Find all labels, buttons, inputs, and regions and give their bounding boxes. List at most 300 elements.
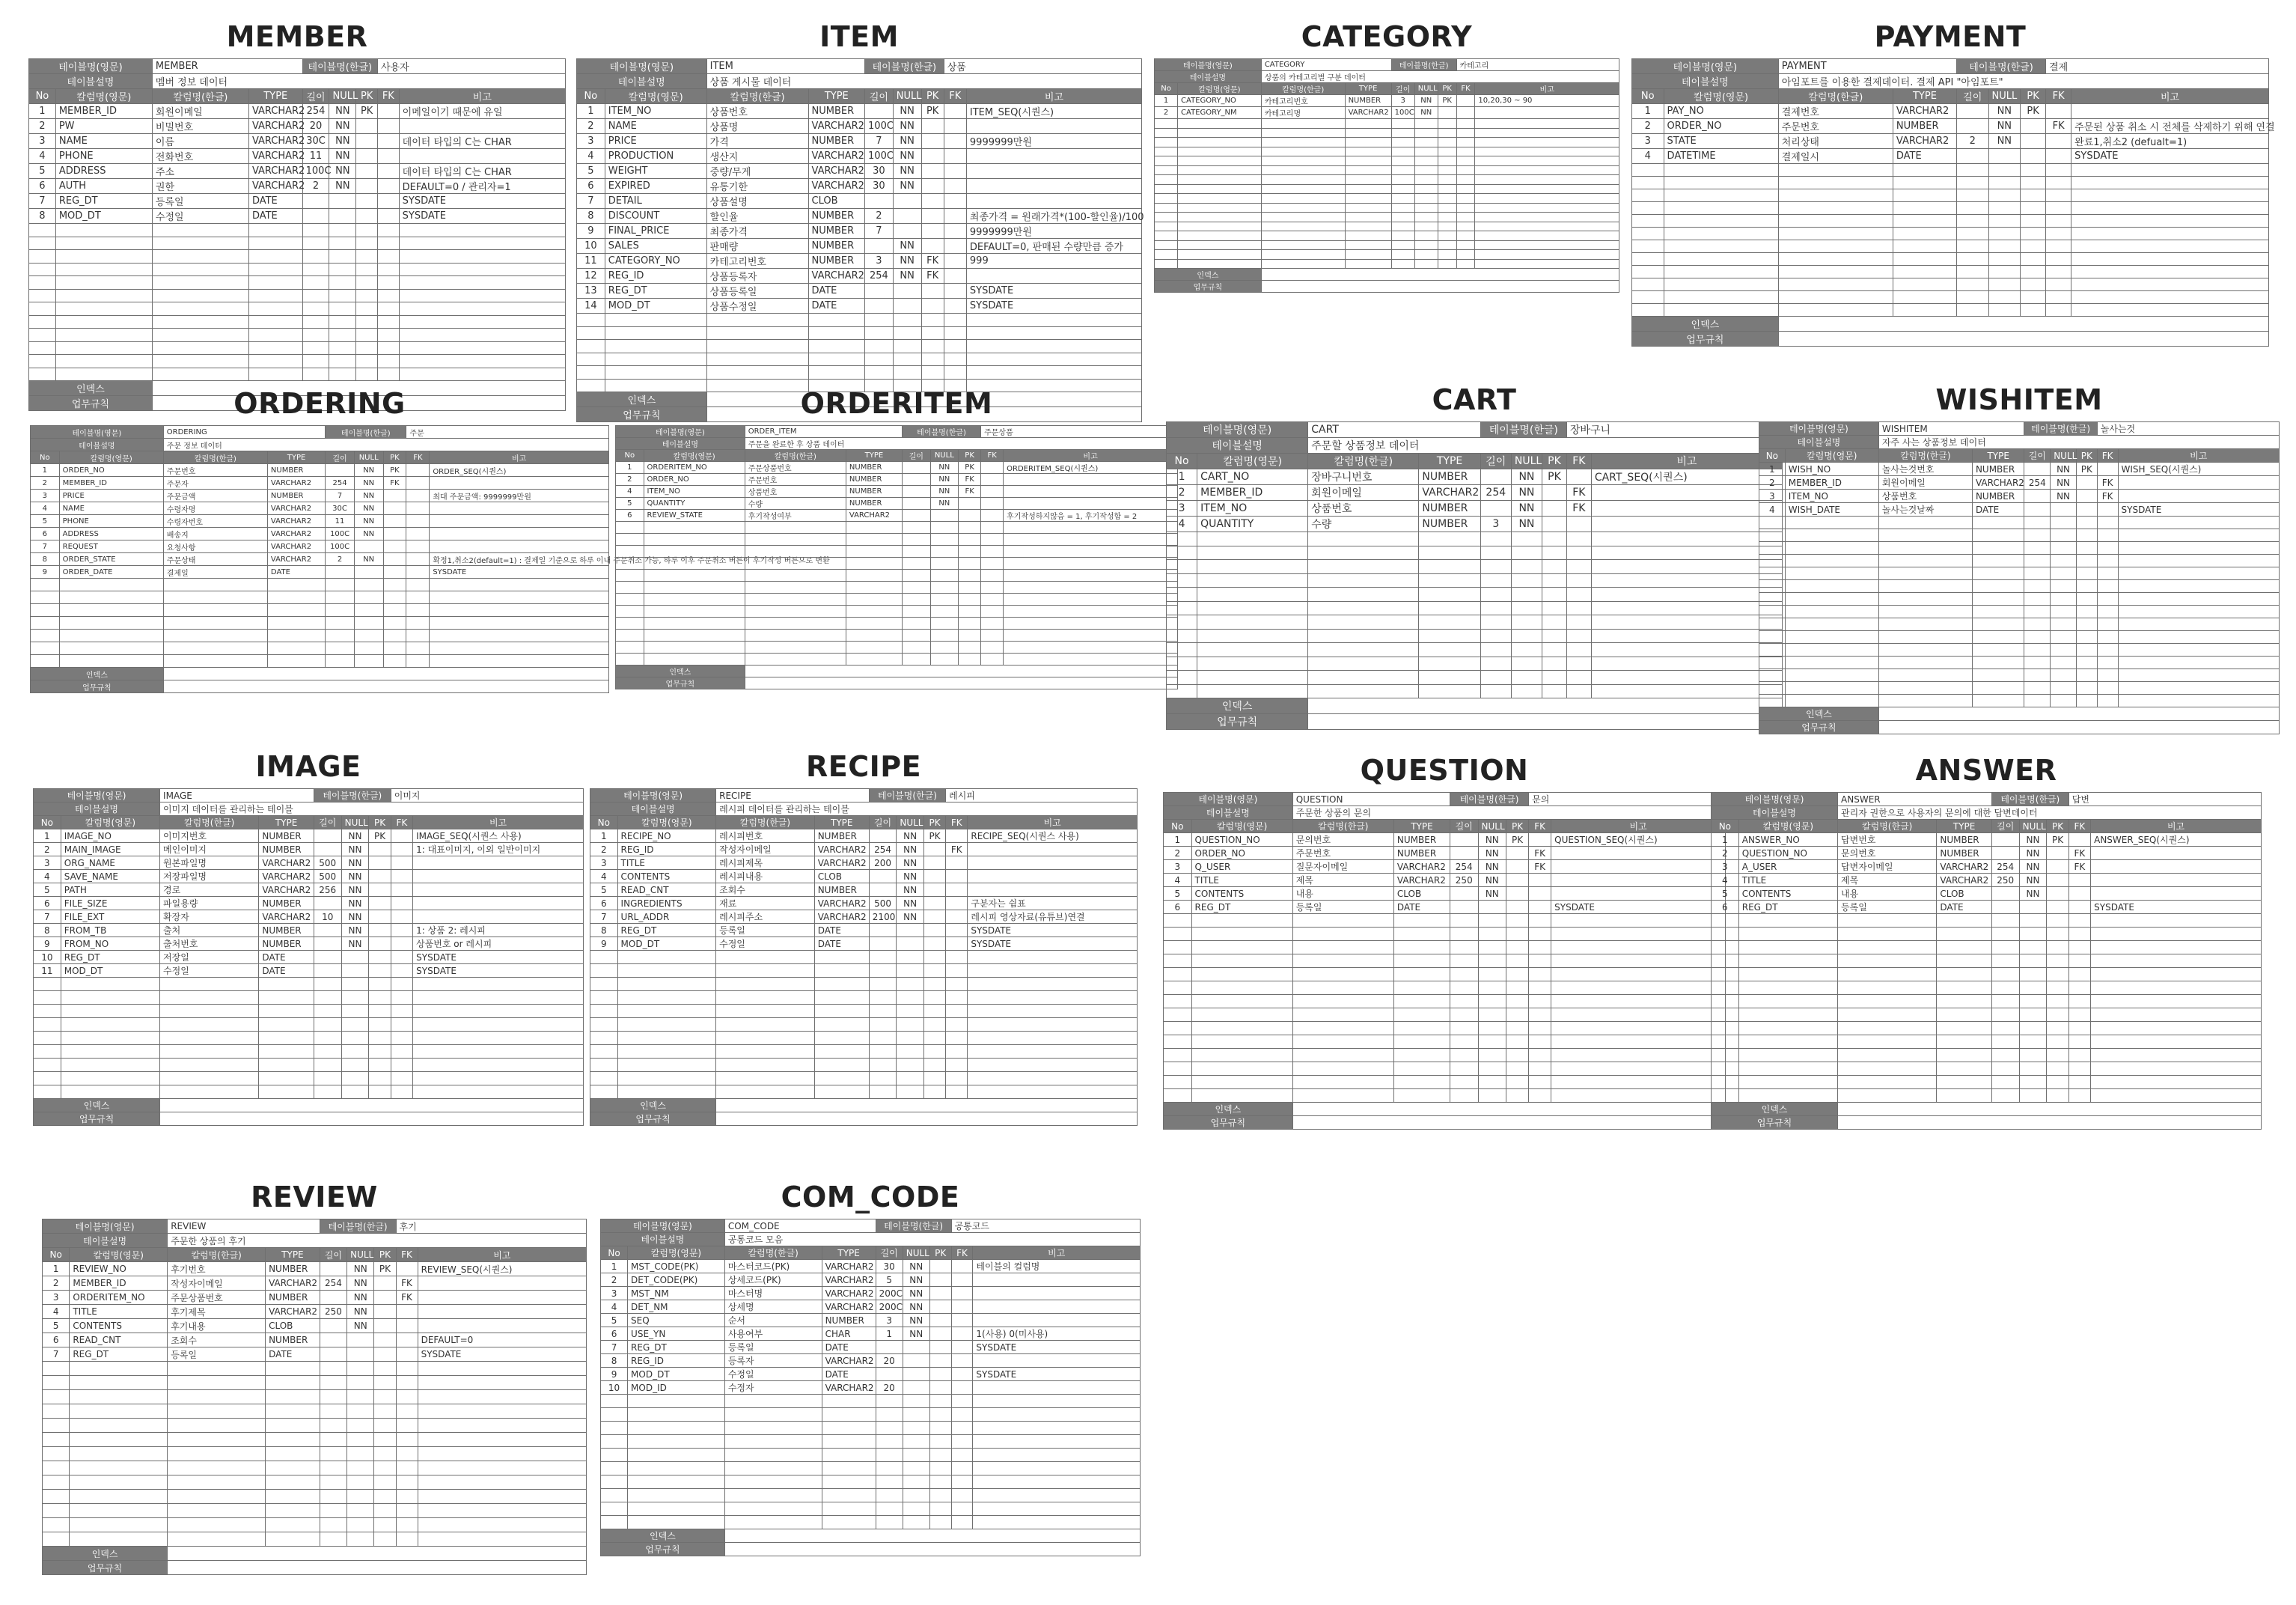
table-cell: RECIPE_SEQ(시퀀스 사용)	[968, 829, 1138, 843]
table-cell	[923, 924, 945, 937]
table-cell	[1551, 860, 1726, 874]
empty-row	[601, 1395, 1141, 1408]
empty-row	[43, 1376, 587, 1390]
table-cell: 후기제목	[168, 1305, 266, 1319]
empty-row	[616, 606, 1178, 618]
table-cell: 7	[865, 134, 894, 149]
empty-row	[43, 1490, 587, 1504]
table-cell: 3	[601, 1287, 628, 1300]
table-row	[1712, 847, 2262, 860]
table-cell	[356, 209, 378, 224]
table-cell	[418, 1276, 586, 1291]
table-cell	[1506, 847, 1529, 860]
empty-row	[43, 1518, 587, 1532]
table-cell: 14	[577, 299, 605, 314]
column-header: TYPE	[1345, 83, 1391, 95]
table-row	[1759, 463, 2280, 476]
table-cell	[1529, 874, 1551, 887]
table-cell: 5	[616, 498, 644, 510]
table-cell: 문의번호	[1838, 847, 1937, 860]
column-header-row	[577, 89, 1142, 104]
column-header: 비고	[968, 816, 1138, 829]
empty-row	[1712, 928, 2262, 941]
column-header-row	[1164, 820, 1726, 833]
table-cell: 2	[1164, 847, 1192, 860]
empty-row	[31, 604, 609, 617]
table-cell: 5	[29, 164, 56, 179]
table-cell	[430, 528, 609, 540]
table-cell: NN	[893, 269, 921, 284]
table-cell: 4	[1632, 149, 1664, 164]
table-cell: 놀사는것날짜	[1878, 503, 1972, 517]
column-header: TYPE	[808, 89, 865, 104]
empty-row	[590, 1032, 1138, 1045]
table-cell: MAIN_IMAGE	[61, 843, 159, 856]
table-name-en: QUESTION	[1292, 793, 1450, 806]
table-cell: VARCHAR2	[267, 502, 325, 515]
column-header: TYPE	[1893, 89, 1956, 104]
table-cell: NN	[329, 164, 356, 179]
column-header: PK	[383, 451, 406, 464]
table-cell	[377, 194, 399, 209]
table-row	[577, 299, 1142, 314]
table-cell: 이름	[152, 134, 248, 149]
empty-row	[1167, 560, 1783, 574]
table-cell: 후기작성여부	[745, 510, 846, 522]
table-cell: REG_ID	[617, 843, 716, 856]
table-cell: VARCHAR2	[267, 477, 325, 490]
table-cell	[1591, 485, 1782, 501]
table-cell	[418, 1291, 586, 1305]
table-cell: 10	[601, 1381, 628, 1395]
table-cell: VARCHAR2	[808, 179, 865, 194]
column-header: No	[577, 89, 605, 104]
table-row	[601, 1300, 1141, 1314]
index-label: 인덱스	[577, 392, 707, 407]
rules-value	[716, 1112, 1138, 1126]
empty-row	[616, 582, 1178, 594]
table-cell	[320, 1333, 346, 1347]
empty-row	[1712, 968, 2262, 981]
table-cell: 500	[314, 870, 341, 883]
table-cell	[369, 910, 391, 924]
rules-label: 업무규칙	[1632, 332, 1779, 347]
empty-row	[1167, 573, 1783, 588]
table-row	[1155, 107, 1619, 119]
table-desc-label: 테이블설명	[31, 439, 164, 451]
empty-row	[29, 263, 566, 276]
empty-row	[1632, 215, 2269, 228]
column-header: TYPE	[267, 451, 325, 464]
table-cell: DATE	[248, 194, 302, 209]
table-cell: DATE	[814, 937, 869, 951]
empty-row	[1759, 682, 2280, 695]
table-cell: VARCHAR2	[808, 119, 865, 134]
table-cell: 데이터 타입의 C는 CHAR	[399, 164, 565, 179]
table-row	[43, 1262, 587, 1276]
table-cell	[929, 1260, 951, 1273]
table-cell	[1529, 833, 1551, 847]
table-cell	[966, 269, 1141, 284]
table-cell	[869, 937, 897, 951]
table-cell	[369, 870, 391, 883]
table-cell: 확정1,취소2(default=1) : 결제일 기준으로 하루 이내 주문취소 가능, 하루 이후 주문취소 버튼이 후기작성 버튼으로 변환	[430, 553, 609, 566]
table-cell: 6	[43, 1333, 70, 1347]
table-cell: CLOB	[266, 1319, 320, 1333]
table-cell: NN	[1478, 887, 1506, 901]
table-cell	[369, 883, 391, 897]
table-cell	[923, 883, 945, 897]
column-header: 길이	[1956, 89, 1988, 104]
empty-row	[1632, 189, 2269, 202]
column-header-row	[31, 451, 609, 464]
table-cell	[1506, 860, 1529, 874]
table-cell: NN	[354, 528, 383, 540]
table-cell: 8	[590, 924, 618, 937]
column-header: 칼럼명(한글)	[1878, 449, 1972, 463]
table-row	[1632, 149, 2269, 164]
table-name-ko-label: 테이블명(한글)	[1991, 793, 2068, 806]
empty-row	[616, 522, 1178, 534]
empty-row	[1632, 240, 2269, 253]
table-row	[1164, 847, 1726, 860]
table-cell	[966, 194, 1141, 209]
empty-row	[43, 1433, 587, 1447]
table-cell	[903, 1341, 929, 1354]
table-cell: NN	[2051, 476, 2077, 490]
column-header: 길이	[869, 816, 897, 829]
index-label: 인덱스	[1167, 698, 1308, 714]
table-name-ko: 결제	[2046, 59, 2269, 74]
table-cell: 100C	[326, 540, 355, 553]
table-cell: 1	[1155, 95, 1178, 107]
column-header: 칼럼명(한글)	[716, 816, 815, 829]
table-cell: SYSDATE	[413, 964, 584, 978]
table-cell	[1456, 107, 1475, 119]
table-cell	[2068, 833, 2090, 847]
table-cell	[946, 910, 968, 924]
table-cell: FK	[396, 1276, 418, 1291]
table-cell: 1	[577, 104, 605, 119]
table-cell: 2	[326, 553, 355, 566]
table-row	[577, 134, 1142, 149]
column-header-row	[1167, 454, 1783, 469]
column-header: 칼럼명(한글)	[1308, 454, 1419, 469]
table-cell: 1	[1164, 833, 1192, 847]
table-cell: NN	[341, 883, 369, 897]
table-cell: 254	[1480, 485, 1511, 501]
table-cell: 조회수	[716, 883, 815, 897]
column-header: 비고	[430, 451, 609, 464]
table-name-en-label: 테이블명(영문)	[1712, 793, 1838, 806]
table-row	[34, 964, 584, 978]
table-cell: CONTENTS	[70, 1319, 168, 1333]
column-header: 길이	[1391, 83, 1414, 95]
table-row	[29, 134, 566, 149]
table-cell: 5	[1712, 887, 1739, 901]
table-cell: VARCHAR2	[1972, 476, 2024, 490]
table-cell	[929, 1287, 951, 1300]
table-cell: 배송지	[163, 528, 267, 540]
empty-row	[1632, 253, 2269, 266]
table-name-en-label: 테이블명(영문)	[590, 789, 716, 802]
table-cell: 3	[876, 1314, 903, 1327]
table-cell	[2046, 134, 2071, 149]
table-cell: 4	[577, 149, 605, 164]
empty-row	[1759, 669, 2280, 682]
table-cell: VARCHAR2	[814, 843, 869, 856]
empty-row	[29, 302, 566, 316]
table-cell: NUMBER	[1972, 463, 2024, 476]
table-cell: 11	[34, 964, 61, 978]
table-cell: NN	[1511, 501, 1542, 517]
table-cell	[897, 924, 924, 937]
table-cell: PRICE	[59, 490, 163, 502]
table-cell: 9	[601, 1368, 628, 1381]
table-cell: 수량	[1308, 517, 1419, 532]
table-cell: 1: 상품 2: 레시피	[413, 924, 584, 937]
table-cell: 주문된 상품 취소 시 전체를 삭제하기 위해 연결	[2071, 119, 2269, 134]
empty-row	[1759, 657, 2280, 669]
table-cell: NN	[1478, 833, 1506, 847]
table-cell: 처리상태	[1778, 134, 1893, 149]
empty-row	[31, 617, 609, 630]
table-name-en: ORDERING	[163, 426, 325, 439]
column-header: 칼럼명(영문)	[59, 451, 163, 464]
empty-row	[1164, 1008, 1726, 1022]
table-row	[1759, 503, 2280, 517]
empty-row	[1155, 203, 1619, 213]
table-cell: NN	[893, 179, 921, 194]
rules-label: 업무규칙	[1164, 1116, 1293, 1130]
table-cell	[869, 870, 897, 883]
table-row	[590, 843, 1138, 856]
table-cell: MOD_DT	[55, 209, 152, 224]
table-cell: VARCHAR2	[1345, 107, 1391, 119]
table-cell	[391, 883, 412, 897]
table-cell	[356, 194, 378, 209]
table-cell: 등록일	[1292, 901, 1393, 914]
table-cell: 2	[590, 843, 618, 856]
table-cell	[946, 937, 968, 951]
rules-value	[745, 677, 1177, 689]
column-header: 칼럼명(한글)	[1838, 820, 1937, 833]
table-cell: 1	[1167, 469, 1197, 485]
table-cell: NN	[930, 462, 959, 474]
table-cell	[921, 179, 944, 194]
empty-row	[1759, 695, 2280, 707]
empty-row	[29, 289, 566, 302]
table-cell: NN	[897, 870, 924, 883]
table-cell	[369, 843, 391, 856]
table-row	[29, 194, 566, 209]
table-cell: NN	[930, 486, 959, 498]
table-cell: PHONE	[59, 515, 163, 528]
table-spec-title: ORDERITEM	[800, 387, 993, 420]
table-cell: CLOB	[1937, 887, 1992, 901]
table-row	[34, 937, 584, 951]
table-row	[1164, 887, 1726, 901]
table-row	[577, 179, 1142, 194]
table-cell	[2021, 149, 2046, 164]
table-cell	[329, 209, 356, 224]
column-header: PK	[2076, 449, 2097, 463]
table-cell: MST_NM	[628, 1287, 725, 1300]
rules-label: 업무규칙	[31, 680, 164, 693]
table-cell	[944, 149, 966, 164]
table-cell	[944, 254, 966, 269]
table-spec-member	[28, 15, 566, 411]
table-cell: 2	[1712, 847, 1739, 860]
table-cell	[2091, 874, 2262, 887]
table-cell	[1566, 469, 1591, 485]
table-cell: NN	[329, 119, 356, 134]
table-cell	[893, 209, 921, 224]
table-cell: 7	[865, 224, 894, 239]
table-cell	[981, 462, 1004, 474]
table-cell: DATE	[267, 566, 325, 579]
table-cell: NN	[903, 1287, 929, 1300]
column-header: 칼럼명(영문)	[1738, 820, 1837, 833]
table-cell: 후기번호	[168, 1262, 266, 1276]
rules-label: 업무규칙	[1155, 281, 1262, 293]
column-header: PK	[921, 89, 944, 104]
table-row	[1632, 119, 2269, 134]
table-cell: VARCHAR2	[822, 1260, 876, 1273]
column-header: PK	[369, 816, 391, 829]
empty-row	[1632, 164, 2269, 177]
table-cell	[876, 1368, 903, 1381]
empty-row	[601, 1408, 1141, 1422]
table-cell: A_USER	[1738, 860, 1837, 874]
table-cell	[929, 1300, 951, 1314]
table-cell: 2	[302, 179, 329, 194]
table-spec-question	[1163, 749, 1726, 1130]
table-cell: NUMBER	[1419, 501, 1480, 517]
table-cell	[1991, 901, 2019, 914]
empty-row	[1155, 156, 1619, 166]
table-cell	[396, 1305, 418, 1319]
table-cell: DATE	[1937, 901, 1992, 914]
table-cell: 9999999만원	[966, 134, 1141, 149]
table-cell: FK	[921, 254, 944, 269]
table-cell	[968, 843, 1138, 856]
table-cell: NN	[329, 134, 356, 149]
table-cell	[1004, 498, 1178, 510]
table-cell: ORDER_STATE	[59, 553, 163, 566]
column-header: 길이	[1480, 454, 1511, 469]
empty-row	[601, 1462, 1141, 1475]
table-cell: MEMBER_ID	[59, 477, 163, 490]
table-cell: FK	[2097, 490, 2118, 503]
table-cell: WISH_DATE	[1785, 503, 1878, 517]
table-cell: NN	[347, 1276, 374, 1291]
table-cell: 11	[326, 515, 355, 528]
table-cell: NUMBER	[259, 937, 314, 951]
empty-row	[1632, 177, 2269, 189]
table-cell	[1450, 887, 1478, 901]
empty-row	[1167, 657, 1783, 671]
table-cell	[383, 540, 406, 553]
table-cell: 254	[302, 104, 329, 119]
table-cell	[968, 870, 1138, 883]
empty-row	[1759, 631, 2280, 644]
table-cell: QUESTION_SEQ(시퀀스)	[1551, 833, 1726, 847]
table-cell	[929, 1341, 951, 1354]
table-cell: VARCHAR2	[846, 510, 902, 522]
table-name-ko: 답변	[2068, 793, 2261, 806]
table-cell: SAVE_NAME	[61, 870, 159, 883]
empty-row	[590, 1072, 1138, 1085]
table-cell: PK	[959, 462, 981, 474]
table-cell: 7	[577, 194, 605, 209]
empty-row	[1164, 1062, 1726, 1076]
table-cell: 상품번호	[1308, 501, 1419, 517]
table-cell: FK	[1566, 485, 1591, 501]
table-cell	[314, 897, 341, 910]
table-cell: 254	[1450, 860, 1478, 874]
table-cell: NN	[903, 1314, 929, 1327]
column-header: No	[1164, 820, 1192, 833]
column-header: TYPE	[1937, 820, 1992, 833]
table-cell: 11	[577, 254, 605, 269]
table-cell	[897, 937, 924, 951]
table-desc-label: 테이블설명	[616, 438, 745, 450]
column-header: 비고	[1475, 83, 1619, 95]
table-row	[601, 1314, 1141, 1327]
table-cell	[413, 856, 584, 870]
table-cell: 수정일	[716, 937, 815, 951]
table-cell	[944, 104, 966, 119]
empty-row	[34, 1085, 584, 1099]
table-cell: NN	[329, 179, 356, 194]
table-name-ko-label: 테이블명(한글)	[2024, 422, 2097, 436]
table-cell	[966, 179, 1141, 194]
table-cell: 6	[1164, 901, 1192, 914]
table-cell: NN	[341, 843, 369, 856]
table-cell	[399, 119, 565, 134]
empty-row	[1155, 147, 1619, 156]
table-cell: 수정일	[160, 964, 259, 978]
empty-row	[34, 1072, 584, 1085]
empty-row	[43, 1461, 587, 1475]
table-row	[577, 164, 1142, 179]
table-cell	[329, 194, 356, 209]
table-cell	[320, 1319, 346, 1333]
table-cell	[1991, 833, 2019, 847]
table-cell: 주문번호	[1292, 847, 1393, 860]
column-header: 비고	[2118, 449, 2279, 463]
column-header: 칼럼명(영문)	[644, 450, 745, 462]
table-cell: 회원이메일	[1308, 485, 1419, 501]
table-cell: 254	[869, 843, 897, 856]
table-cell	[406, 566, 430, 579]
column-header: No	[1712, 820, 1739, 833]
table-cell: MST_CODE(PK)	[628, 1260, 725, 1273]
table-cell: 254	[1991, 860, 2019, 874]
table-cell: DATE	[814, 924, 869, 937]
table-desc-label: 테이블설명	[43, 1234, 168, 1248]
empty-row	[1759, 567, 2280, 580]
table-name-en-label: 테이블명(영문)	[1167, 422, 1308, 438]
table-desc: 레시피 데이터를 관리하는 테이블	[716, 802, 1138, 816]
table-cell: NN	[903, 1300, 929, 1314]
empty-row	[1164, 1089, 1726, 1103]
table-cell: VARCHAR2	[822, 1354, 876, 1368]
table-cell: VARCHAR2	[267, 553, 325, 566]
rules-label: 업무규칙	[590, 1112, 716, 1126]
table-cell: QUANTITY	[644, 498, 745, 510]
